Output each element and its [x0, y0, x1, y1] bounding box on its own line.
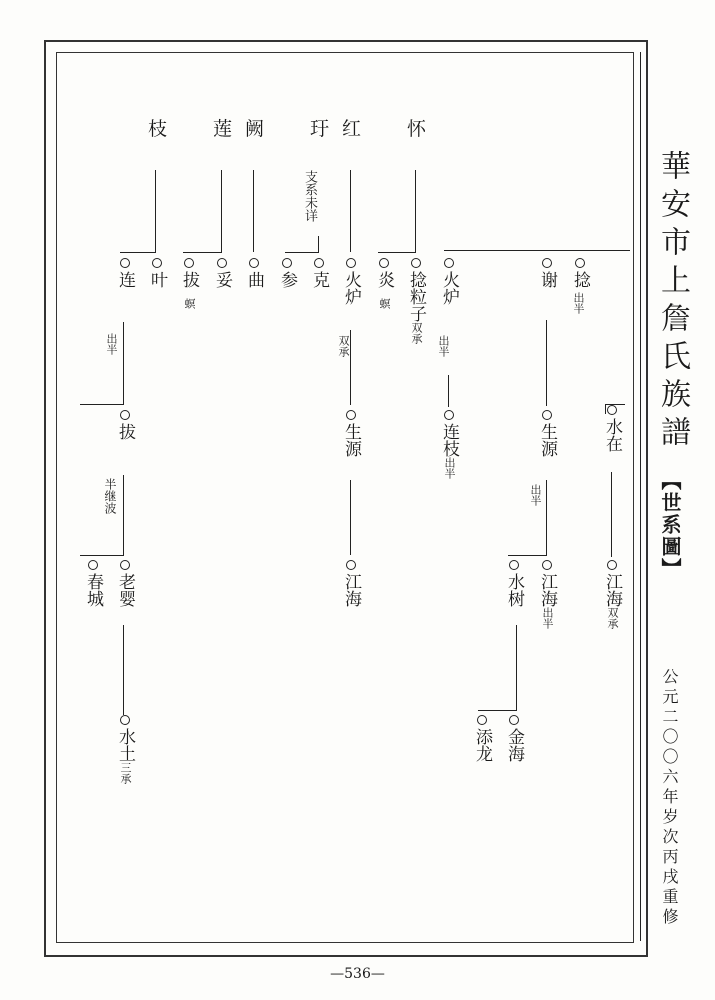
person-shuitu: 水土三承: [116, 715, 133, 784]
person-jianghai3: 江海双承: [603, 560, 620, 629]
line-zhi: [155, 170, 156, 252]
person-shengyuan2: 生源: [538, 410, 555, 457]
line-huai: [415, 170, 416, 252]
person-can: 参: [278, 258, 295, 288]
ancestor-lian: 莲: [213, 118, 233, 140]
note-ming1: 螟: [183, 298, 196, 309]
line-shuizai-down: [611, 472, 612, 557]
revision-year: 公元二〇〇六年岁次丙戌重修: [660, 668, 679, 928]
line-huai-branch: [444, 250, 630, 251]
ancestor-hong: 红: [342, 118, 362, 140]
person-ba1: 拔: [180, 258, 197, 288]
person-huolu1: 火炉: [342, 258, 359, 305]
person-chuncheng: 春城: [84, 560, 101, 607]
person-yan: 炎: [375, 258, 392, 288]
note-chuban1: 出半: [105, 333, 118, 355]
line-ba2-h: [80, 555, 124, 556]
line-lian-h2: [80, 404, 124, 405]
person-nian: 捻: [571, 258, 588, 288]
note-banjibo: 半继波: [103, 478, 117, 514]
person-xie: 谢: [538, 258, 555, 288]
line-shengyuan2-h: [508, 555, 547, 556]
page-number: —536—: [330, 966, 385, 982]
book-title: 華安市上詹氏族譜: [655, 150, 690, 454]
note-chuban3: 出半: [437, 335, 450, 357]
ancestor-huai: 怀: [407, 118, 427, 140]
line-lian-h: [183, 252, 222, 253]
person-shengyuan1: 生源: [342, 410, 359, 457]
note-ming2: 螟: [378, 298, 391, 309]
line-yu: [318, 236, 319, 252]
line-shuishu-h: [478, 710, 517, 711]
section-title: 【世系圖】: [658, 470, 682, 580]
person-lianzhi: 连枝出半: [440, 410, 457, 479]
line-zhi-h: [120, 252, 156, 253]
person-tianlong: 添龙: [473, 715, 490, 762]
person-tuo: 妥: [213, 258, 230, 288]
person-ye: 叶: [148, 258, 165, 288]
line-que: [253, 170, 254, 252]
line-hong: [350, 170, 351, 252]
person-shuizai: 水在: [603, 405, 620, 452]
person-lian: 连: [116, 258, 133, 288]
person-jianghai1: 江海: [342, 560, 359, 607]
ancestor-zhi: 枝: [148, 118, 168, 140]
line-shengyuan2-down: [546, 480, 547, 555]
line-ba2-down: [123, 475, 124, 555]
note-chuban2: 出半: [529, 484, 542, 506]
note-shuangcheng1: 双承: [337, 335, 350, 357]
right-panel-divider: [640, 52, 641, 941]
person-jinhai: 金海: [505, 715, 522, 762]
line-huai-h: [378, 252, 416, 253]
line-yu-h: [285, 252, 319, 253]
person-shuishu: 水树: [505, 560, 522, 607]
line-lian: [221, 170, 222, 252]
person-laoying: 老婴: [116, 560, 133, 607]
person-jianghai2: 江海出半: [538, 560, 555, 629]
line-huolu2-down: [448, 375, 449, 407]
note-zhixi: 支系未详: [302, 170, 317, 222]
person-huolu2: 火炉: [440, 258, 457, 305]
line-xie-down: [546, 320, 547, 406]
person-ke: 克: [310, 258, 327, 288]
person-ba2: 拔: [116, 410, 133, 440]
line-shuishu-down: [516, 625, 517, 710]
person-qu: 曲: [245, 258, 262, 288]
line-laoying-down: [123, 625, 124, 715]
person-nian-lizi: 捻粒子双承: [407, 258, 424, 344]
line-huolu1-down: [350, 330, 351, 405]
ancestor-que: 阙: [245, 118, 265, 140]
line-lian-down: [123, 322, 124, 404]
line-shengyuan1-down: [350, 480, 351, 555]
ancestor-yu: 玗: [310, 118, 330, 140]
note-chuban4: 出半: [572, 292, 585, 314]
inner-border: [56, 52, 634, 943]
